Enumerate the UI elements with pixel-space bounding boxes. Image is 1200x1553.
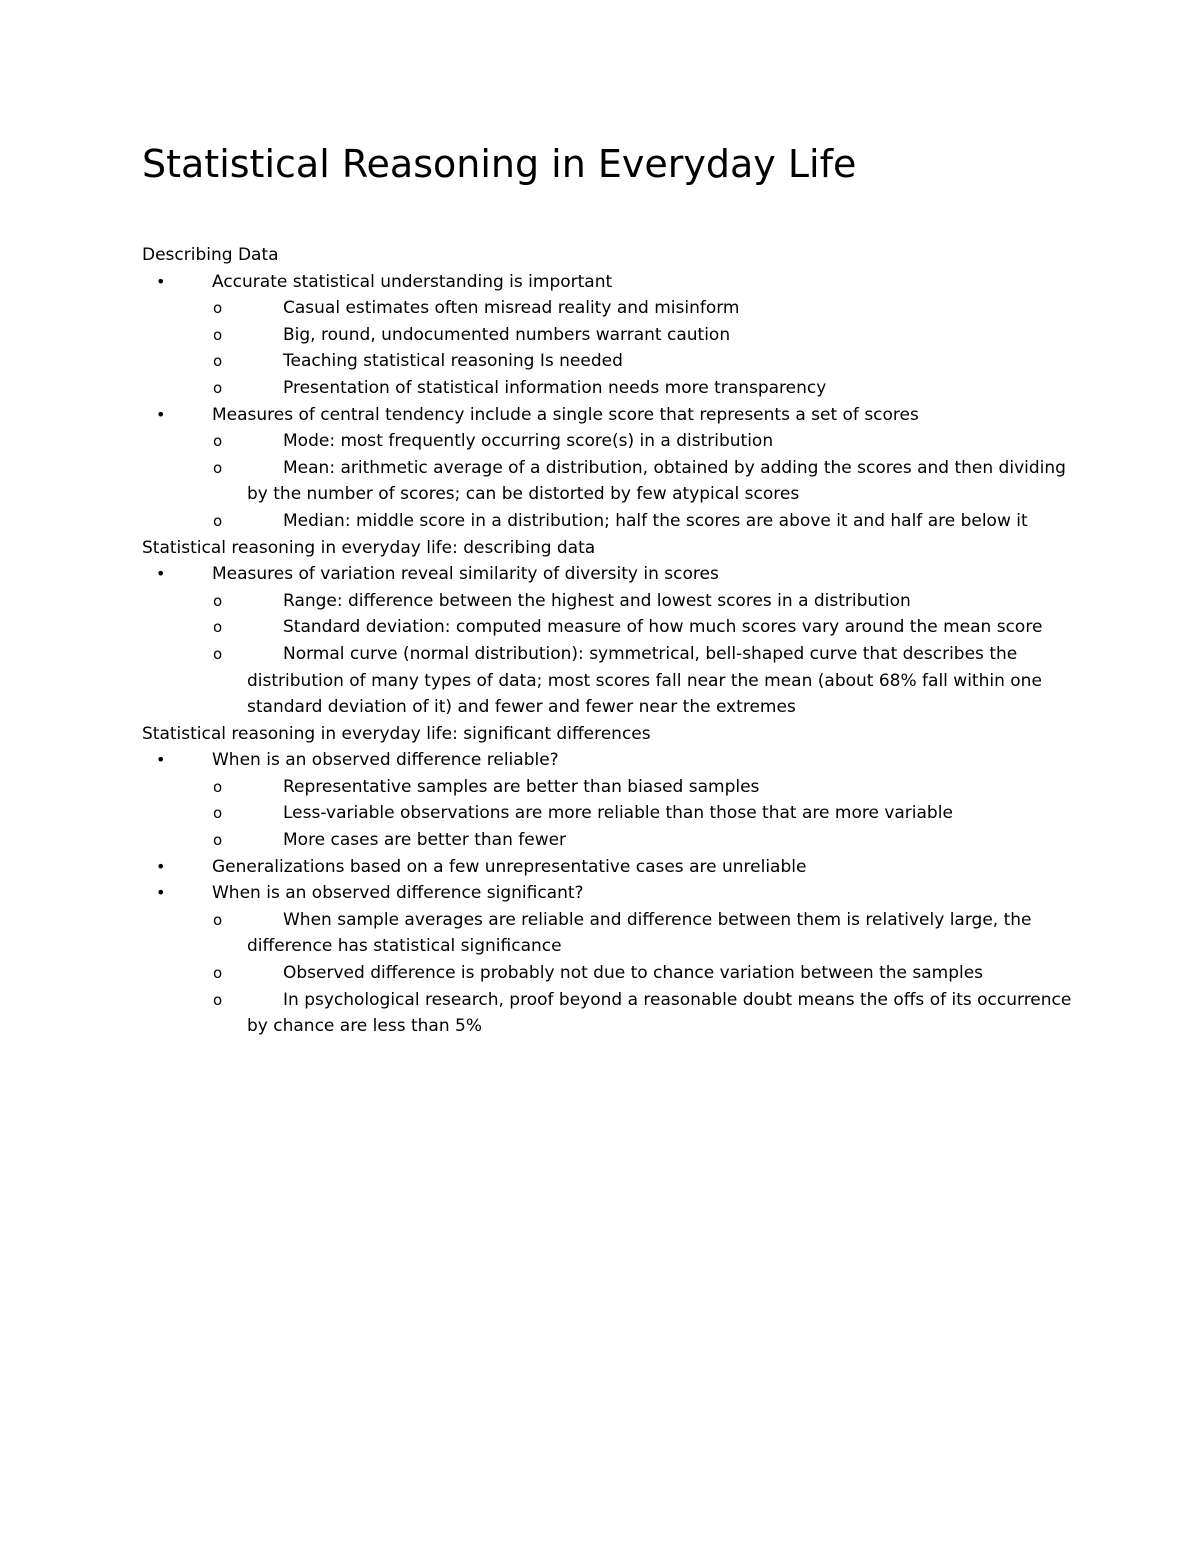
sub-bullet-text: Big, round, undocumented numbers warrant caution	[283, 324, 731, 345]
sub-bullet-item	[142, 428, 1082, 455]
circle-bullet-icon: o	[213, 325, 223, 344]
sub-bullet-text: Standard deviation: computed measure of how much scores vary around the mean score	[283, 617, 1043, 638]
section-heading: Statistical reasoning in everyday life: describing data	[142, 537, 596, 558]
bullet-icon: •	[156, 750, 166, 770]
bullet-text: Measures of variation reveal similarity of diversity in scores	[212, 564, 719, 585]
sub-bullet-text: In psychological research, proof beyond a reasonable doubt means the offs of its occurrence by chance are less than 5%	[247, 989, 1072, 1037]
bullet-text: Generalizations based on a few unrepresentative cases are unreliable	[212, 856, 807, 877]
circle-bullet-icon: o	[213, 990, 223, 1009]
sub-bullet-text: Presentation of statistical information needs more transparency	[283, 377, 827, 398]
sub-bullet-item	[142, 295, 1082, 322]
sub-bullet-text: Range: difference between the highest and lowest scores in a distribution	[283, 590, 911, 611]
bullet-item	[142, 880, 1082, 907]
circle-bullet-icon: o	[213, 511, 223, 530]
sub-bullet-item	[142, 800, 1082, 827]
sub-bullet-item	[142, 907, 1082, 960]
sub-bullet-item	[142, 375, 1082, 402]
circle-bullet-icon: o	[213, 432, 223, 451]
sub-bullet-text: More cases are better than fewer	[283, 830, 567, 851]
sub-bullet-item	[142, 987, 1082, 1040]
sub-bullet-text: Mode: most frequently occurring score(s) in a distribution	[283, 431, 774, 452]
sub-bullet-item	[142, 455, 1082, 508]
sub-bullet-text: Mean: arithmetic average of a distribution, obtained by adding the scores and then dividing by the number of scores; can be distorted by few atypical scores	[247, 457, 1066, 505]
bullet-item	[142, 402, 1082, 429]
bullet-item	[142, 561, 1082, 588]
bullet-icon: •	[156, 271, 166, 291]
document-body	[142, 242, 1082, 1040]
sub-bullet-text: Less-variable observations are more reliable than those that are more variable	[283, 803, 953, 824]
bullet-item	[142, 269, 1082, 296]
sub-bullet-item	[142, 348, 1082, 375]
sub-bullet-item	[142, 322, 1082, 349]
section-heading: Describing Data	[142, 245, 279, 265]
circle-bullet-icon: o	[213, 964, 223, 983]
circle-bullet-icon: o	[213, 804, 223, 823]
sub-bullet-text: Representative samples are better than biased samples	[283, 776, 760, 797]
section-heading: Statistical reasoning in everyday life: significant differences	[142, 723, 651, 744]
circle-bullet-icon: o	[213, 299, 223, 318]
circle-bullet-icon: o	[213, 777, 223, 796]
circle-bullet-icon: o	[213, 458, 223, 477]
sub-bullet-text: Median: middle score in a distribution; half the scores are above it and half are below it	[283, 510, 1028, 531]
bullet-icon: •	[156, 856, 166, 876]
bullet-item	[142, 854, 1082, 881]
sub-bullet-item	[142, 641, 1082, 721]
bullet-text: When is an observed difference significant?	[212, 883, 584, 904]
circle-bullet-icon: o	[213, 591, 223, 610]
circle-bullet-icon: o	[213, 618, 223, 637]
sub-bullet-text: Casual estimates often misread reality and misinform	[283, 298, 740, 319]
sub-bullet-text: When sample averages are reliable and difference between them is relatively large, the difference has statistical significance	[247, 909, 1032, 957]
bullet-icon: •	[156, 564, 166, 584]
bullet-text: When is an observed difference reliable?	[212, 750, 559, 771]
sub-bullet-item	[142, 774, 1082, 801]
sub-bullet-item	[142, 508, 1082, 535]
sub-bullet-text: Observed difference is probably not due to chance variation between the samples	[283, 963, 984, 984]
bullet-text: Accurate statistical understanding is important	[212, 271, 613, 292]
bullet-text: Measures of central tendency include a single score that represents a set of scores	[212, 404, 919, 425]
sub-bullet-item	[142, 614, 1082, 641]
circle-bullet-icon: o	[213, 644, 223, 663]
bullet-item	[142, 747, 1082, 774]
circle-bullet-icon: o	[213, 910, 223, 929]
circle-bullet-icon: o	[213, 378, 223, 397]
sub-bullet-item	[142, 960, 1082, 987]
sub-bullet-text: Teaching statistical reasoning Is needed	[283, 351, 623, 372]
sub-bullet-text: Normal curve (normal distribution): symmetrical, bell-shaped curve that describes the distribution of many types of data; most scores fall near the mean (about 68% fall within one standard deviation of it) and fewer and fewer near the extremes	[247, 643, 1042, 718]
circle-bullet-icon: o	[213, 352, 223, 371]
document-title: Statistical Reasoning in Everyday Life	[142, 142, 857, 186]
circle-bullet-icon: o	[213, 831, 223, 850]
bullet-icon: •	[156, 883, 166, 903]
sub-bullet-item	[142, 588, 1082, 615]
bullet-icon: •	[156, 404, 166, 424]
sub-bullet-item	[142, 827, 1082, 854]
